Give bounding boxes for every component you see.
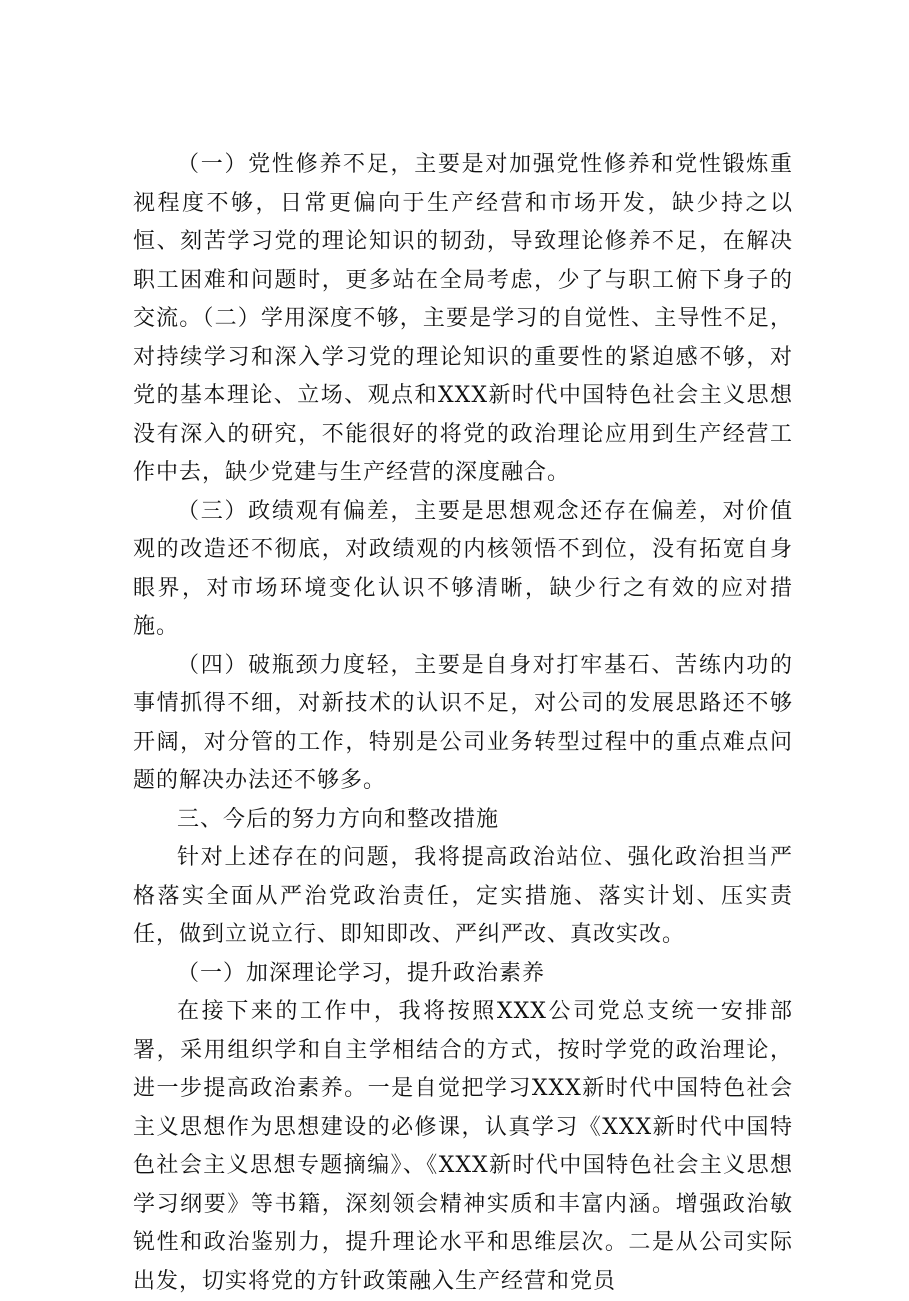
document-body: [133, 146, 793, 1301]
paragraph-party-spirit-and-study-depth: （一）党性修养不足，主要是对加强党性修养和党性锻炼重视程度不够，日常更偏向于生产经营和市场开发，缺少持之以恒、刻苦学习党的理论知识的韧劲，导致理论修养不足，在解决职工困难和问题时，更多站在全局考虑，少了与职工俯下身子的交流。（二）学用深度不够，主要是学习的自觉性、主导性不足，对持续学习和深入学习党的理论知识的重要性的紧迫感不够，对党的基本理论、立场、观点和XXX新时代中国特色社会主义思想没有深入的研究，不能很好的将党的政治理论应用到生产经营工作中去，缺少党建与生产经营的深度融合。: [133, 152, 793, 485]
paragraph-breaking-bottlenecks: （四）破瓶颈力度轻，主要是自身对打牢基石、苦练内功的事情抓得不细，对新技术的认识不足，对公司的发展思路还不够开阔，对分管的工作，特别是公司业务转型过程中的重点难点问题的解决办法还不够多。: [133, 652, 793, 793]
subheading-deepen-theory-study: （一）加深理论学习，提升政治素养: [177, 960, 546, 986]
paragraph-performance-view: （三）政绩观有偏差，主要是思想观念还存在偏差，对价值观的改造还不彻底，对政绩观的内核领悟不到位，没有拓宽自身眼界，对市场环境变化认识不够清晰，缺少行之有效的应对措施。: [133, 498, 793, 639]
paragraph-rectification-overview: 针对上述存在的问题，我将提高政治站位、强化政治担当严格落实全面从严治党政治责任，定实措施、落实计划、压实责任，做到立说立行、即知即改、严纠严改、真改实改。: [133, 845, 793, 947]
section-heading-rectification-measures: 三、今后的努力方向和整改措施: [177, 806, 500, 832]
paragraph-theory-study-details: 在接下来的工作中，我将按照XXX公司党总支统一安排部署，采用组织学和自主学相结合的方式，按时学党的政治理论，进一步提高政治素养。一是自觉把学习XXX新时代中国特色社会主义思想作为思想建设的必修课，认真学习《XXX新时代中国特色社会主义思想专题摘编》、《XXX新时代中国特色社会主义思想学习纲要》等书籍，深刻领会精神实质和丰富内涵。增强政治敏锐性和政治鉴别力，提升理论水平和思维层次。二是从公司实际出发，切实将党的方针政策融入生产经营和党员: [133, 999, 793, 1294]
